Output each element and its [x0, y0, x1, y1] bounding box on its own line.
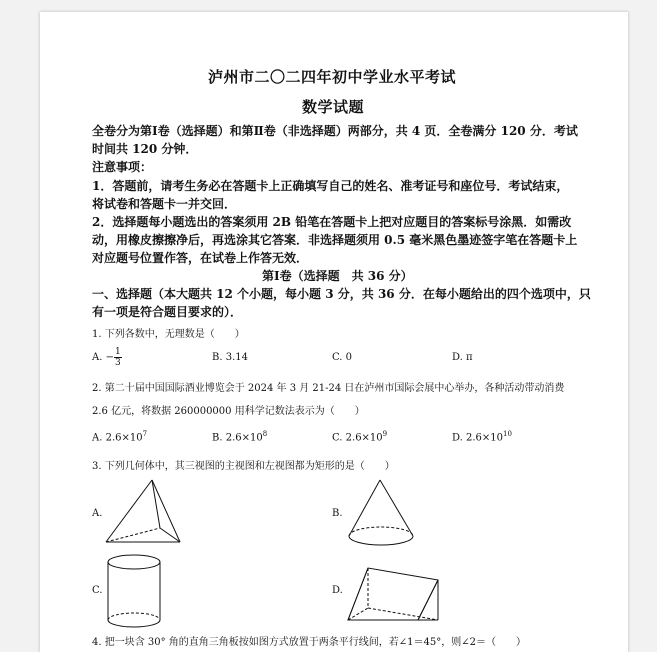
option-a-exponent: 7: [142, 430, 148, 438]
question-1-option-b: B. 3.14: [212, 352, 248, 363]
question-2-stem-a: 2. 第二十届中国国际酒业博览会于 2024 年 3 月 21-24 日在泸州市国际会展中心举办，各种活动带动消费: [92, 383, 565, 394]
option-b-exponent: 8: [262, 430, 268, 438]
note-1-line-a: 1．答题前，请考生务必在答题卡上正确填写自己的姓名、准考证号和座位号．考试结束，: [92, 179, 569, 193]
intro-line-1: 全卷分为第Ⅰ卷（选择题）和第Ⅱ卷（非选择题）两部分，共 4 页．全卷满分 120 分．考试: [92, 124, 578, 138]
question-1-option-a: [92, 347, 122, 368]
intro-line-2: 时间共 120 分钟．: [92, 142, 198, 156]
exam-subtitle: 数学试题: [302, 98, 365, 116]
note-1-line-b: 将试卷和答题卡一并交回．: [92, 197, 237, 211]
option-d-text: D. 2.6×10: [452, 432, 504, 444]
question-1-stem: 1. 下列各数中，无理数是（ ）: [92, 329, 245, 340]
fraction-one-third: [114, 347, 122, 368]
option-d-exponent: 10: [503, 430, 512, 438]
minus-sign: −: [105, 352, 114, 363]
question-4-stem: 4. 把一块含 30° 角的直角三角板按如图方式放置于两条平行线间，若∠1＝45°，则∠2＝（ ）: [92, 637, 527, 648]
notes-title: 注意事项：: [92, 160, 153, 174]
note-2-line-b: 动，用橡皮擦擦净后，再选涂其它答案．非选择题须用 0.5 毫米黑色墨迹签字笔在答题卡上: [92, 233, 578, 247]
option-a-label: A.: [92, 352, 103, 363]
option-c-exponent: 9: [382, 430, 388, 438]
triangular-prism-figure: [346, 560, 442, 626]
cone-figure: [346, 478, 418, 550]
question-1-option-c: C. 0: [332, 352, 353, 363]
question-2-option-b: [212, 430, 267, 443]
question-2-option-c: [332, 430, 387, 443]
question-1-option-d: D. π: [452, 352, 473, 363]
option-c-text: C. 2.6×10: [332, 432, 383, 444]
question-2-option-d: [452, 430, 512, 443]
pyramid-figure: [104, 478, 194, 548]
section-1-title: 第Ⅰ卷（选择题 共 36 分）: [262, 269, 413, 283]
fraction-denominator: 3: [114, 358, 121, 368]
document-page: [40, 12, 628, 652]
option-a-text: A. 2.6×10: [92, 432, 143, 444]
question-3-option-b-label: B.: [332, 508, 343, 519]
question-3-stem: 3. 下列几何体中，其三视图的主视图和左视图都为矩形的是（ ）: [92, 461, 395, 472]
question-3-option-c-label: C.: [92, 585, 103, 596]
note-2-line-c: 对应题号位置作答，在试卷上作答无效．: [92, 251, 309, 265]
section-1-instructions-b: 有一项是符合题目要求的）．: [92, 305, 243, 319]
note-2-line-a: 2．选择题每小题选出的答案须用 2B 铅笔在答题卡上把对应题目的答案标号涂黑．如需改: [92, 215, 572, 229]
option-b-text: B. 2.6×10: [212, 432, 263, 444]
section-1-instructions-a: 一、选择题（本大题共 12 个小题，每小题 3 分，共 36 分．在每小题给出的四个选项中，只: [92, 287, 591, 301]
question-3-option-a-label: A.: [92, 508, 103, 519]
fraction-numerator: 1: [114, 347, 121, 357]
exam-title: 泸州市二〇二四年初中学业水平考试: [208, 68, 457, 86]
question-3-option-d-label: D.: [332, 585, 343, 596]
question-2-stem-b: 2.6 亿元，将数据 260000000 用科学记数法表示为（ ）: [92, 406, 365, 417]
question-2-option-a: [92, 430, 147, 443]
cylinder-figure: [106, 552, 166, 632]
